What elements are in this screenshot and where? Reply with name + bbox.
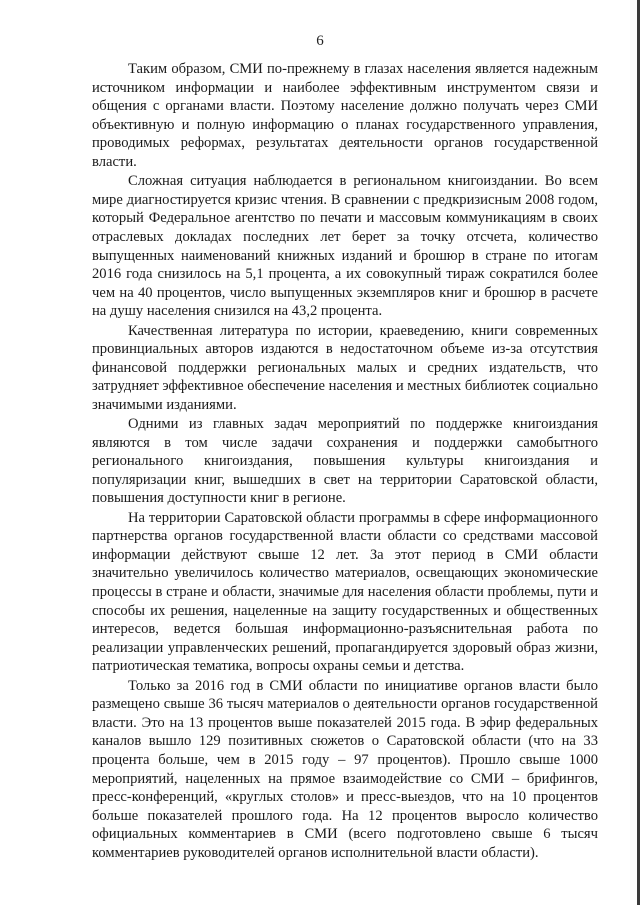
page-number: 6: [316, 33, 324, 49]
paragraph-support-goals: Одними из главных задач мероприятий по поддержке книгоиздания являются в том числе задачи сохранения и поддержки самобытного регионального книгоиздания, повышения культуры книгоиздания и популяризации книг, вышедших в свет на территории Саратовской области, повышения доступности книг в регионе.: [92, 416, 598, 507]
paragraph-media-partnership: На территории Саратовской области программы в сфере информационного партнерства органов государственной власти области со средствами массовой информации действуют свыше 12 лет. За этот период в СМИ области значительно увеличилось количество материалов, освещающих экономические процессы в стране и области, значимые для населения области проблемы, пути и способы их решения, нацеленные на защиту государственных и общественных интересов, ведется большая информационно-разъяснительная работа по реализации управленческих решений, пропагандируется здоровый образ жизни, патриотическая тематика, вопросы охраны семьи и детства.: [92, 509, 598, 675]
paragraph-media-trust: Таким образом, СМИ по-прежнему в глазах населения является надежным источником информации и наиболее эффективным инструментом связи и общения с органами власти. Поэтому население должно получать через СМИ объективную и полную информацию о планах государственного управления, проводимых реформах, результатах деятельности органов государственной власти.: [92, 61, 598, 170]
paragraph-2016-results: Только за 2016 год в СМИ области по инициативе органов власти было размещено свыше 36 тысяч материалов о деятельности органов государственной власти. Это на 13 процентов выше показателей 2015 года. В эфир федеральных каналов вышло 129 позитивных сюжетов о Саратовской области (что на 33 процента больше, чем в 2015 году – 97 процентов). Прошло свыше 1000 мероприятий, нацеленных на прямое взаимодействие со СМИ – брифингов, пресс-конференций, «круглых столов» и пресс-выездов, что на 10 процентов больше показателей прошлого года. На 12 процентов выросло количество официальных комментариев в СМИ (всего подготовлено свыше 6 тысяч комментариев руководителей органов исполнительной власти области).: [92, 677, 598, 861]
body-text: [92, 60, 598, 863]
paragraph-book-publishing: Сложная ситуация наблюдается в региональном книгоиздании. Во всем мире диагностируется кризис чтения. В сравнении с предкризисным 2008 годом, который Федеральное агентство по печати и массовым коммуникациям в своих отраслевых докладах последних лет берет за точку отсчета, количество выпущенных наименований книжных изданий и брошюр в стране по итогам 2016 года снизилось на 5,1 процента, а их совокупный тираж сократился более чем на 40 процентов, число выпущенных экземпляров книг и брошюр в расчете на душу населения снизился на 43,2 процента.: [92, 173, 598, 320]
paragraph-quality-literature: Качественная литература по истории, краеведению, книги современных провинциальных авторов издаются в недостаточном объеме из-за отсутствия финансовой поддержки региональных малых и средних издательств, что затрудняет эффективное обеспечение населения и местных библиотек социально значимыми изданиями.: [92, 322, 598, 413]
